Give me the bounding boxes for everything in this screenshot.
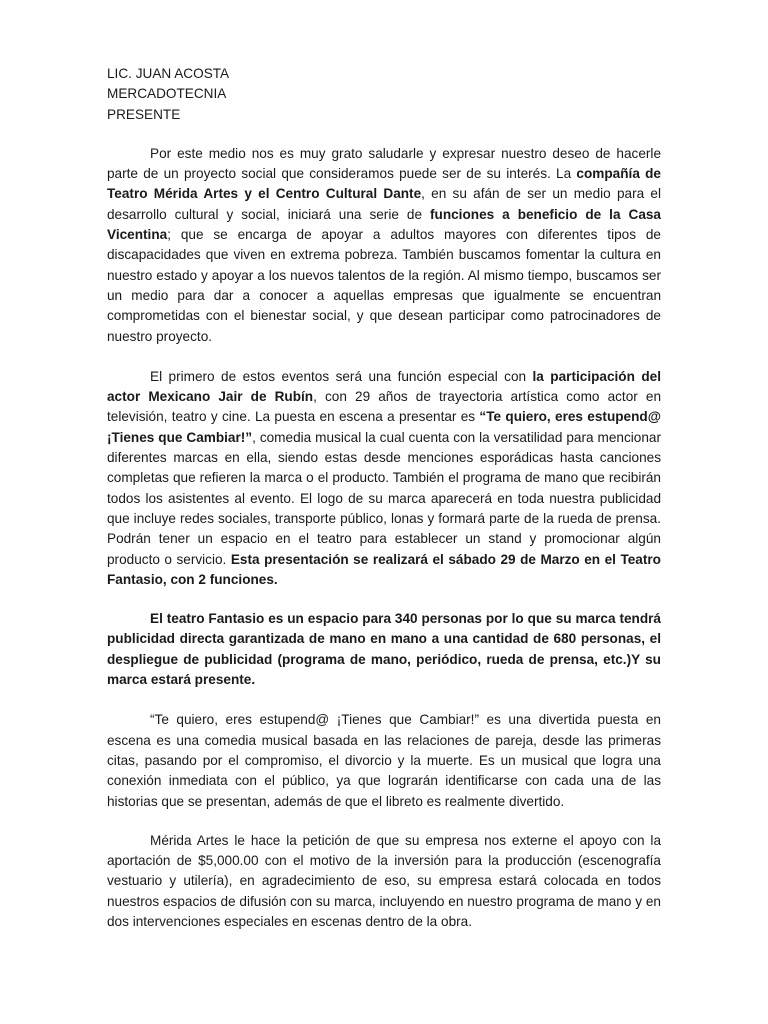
bold-segment: El teatro Fantasio es un espacio para 340 personas por lo que su marca tendrá publicidad directa garantizada de mano en mano a una cantidad de 680 personas, el despliegue de publicidad (programa de mano, periódico, rueda de prensa, etc.)Y su marca estará presente. — [107, 611, 661, 688]
bold-segment: “Te quiero, eres estupend@ ¡Tienes que Cambiar!” — [107, 409, 661, 445]
text-segment: , en su afán de ser un medio para el desarrollo cultural y social, iniciará una serie de — [107, 186, 661, 222]
text-segment: , comedia musical la cual cuenta con la versatilidad para mencionar diferentes marcas en ella, siendo estas desde menciones esporádicas hasta canciones completas que refieren la marca o el producto. También el programa de mano que recibirán todos los asistentes al evento. El logo de su marca aparecerá en toda nuestra publicidad que incluye redes sociales, transporte público, lonas y formará parte de la rueda de prensa. Podrán tener un espacio en el teatro para establecer un stand y promocionar algún producto o servicio. — [107, 429, 661, 567]
bold-segment: la participación del actor Mexicano Jair de Rubín — [107, 368, 661, 405]
addressee-salutation: PRESENTE — [107, 106, 181, 122]
text-segment: , con 29 años de trayectoria artística como actor en televisión, teatro y cine. La puesta en escena a presentar es — [107, 389, 661, 425]
text-segment: ; que se encarga de apoyar a adultos mayores con diferentes tipos de discapacidades que viven en extrema pobreza. También buscamos fomentar la cultura en nuestro estado y apoyar a los nuevos talentos de la región. Al mismo tiempo, buscamos ser un medio para dar a conocer a aquellas empresas que igualmente se encuentran comprometidas con el bienestar social, y que desean participar como patrocinadores de nuestro proyecto. — [107, 227, 661, 344]
addressee-name: LIC. JUAN ACOSTA — [107, 66, 230, 81]
paragraph-sponsorship-request — [107, 831, 661, 932]
bold-segment: Esta presentación se realizará el sábado 29 de Marzo en el Teatro Fantasio, con 2 funciones. — [107, 551, 661, 587]
bold-segment: compañía de Teatro Mérida Artes y el Centro Cultural Dante — [107, 166, 661, 202]
addressee-block — [107, 64, 661, 125]
bold-segment: funciones a beneficio de la Casa Vicentina — [107, 206, 661, 243]
paragraph-event-details — [107, 367, 661, 590]
paragraph-show-description — [107, 710, 661, 811]
paragraph-introduction — [107, 144, 661, 347]
paragraph-venue — [107, 609, 661, 690]
text-segment: El primero de estos eventos será una función especial con — [150, 368, 533, 384]
text-segment: Mérida Artes le hace la petición de que su empresa nos externe el apoyo con la aportación de $5,000.00 con el motivo de la inversión para la producción (escenografía vestuario y utilería), en agradecimiento de eso, su empresa estará colocada en todos nuestros espacios de difusión con su marca, incluyendo en nuestro programa de mano y en dos intervenciones especiales en escenas dentro de la obra. — [107, 832, 661, 929]
text-segment: Por este medio nos es muy grato saludarle y expresar nuestro deseo de hacerle parte de un proyecto social que consideramos puede ser de su interés. La — [107, 145, 661, 182]
addressee-department: MERCADOTECNIA — [107, 86, 227, 102]
text-segment: “Te quiero, eres estupend@ ¡Tienes que Cambiar!” es una divertida puesta en escena es una comedia musical basada en las relaciones de pareja, desde las primeras citas, pasando por el compromiso, el divorcio y la muerte. Es un musical que logra una conexión inmediata con el público, ya que lograrán identificarse con cada una de las historias que se presentan, además de que el libreto es realmente divertido. — [107, 712, 661, 809]
